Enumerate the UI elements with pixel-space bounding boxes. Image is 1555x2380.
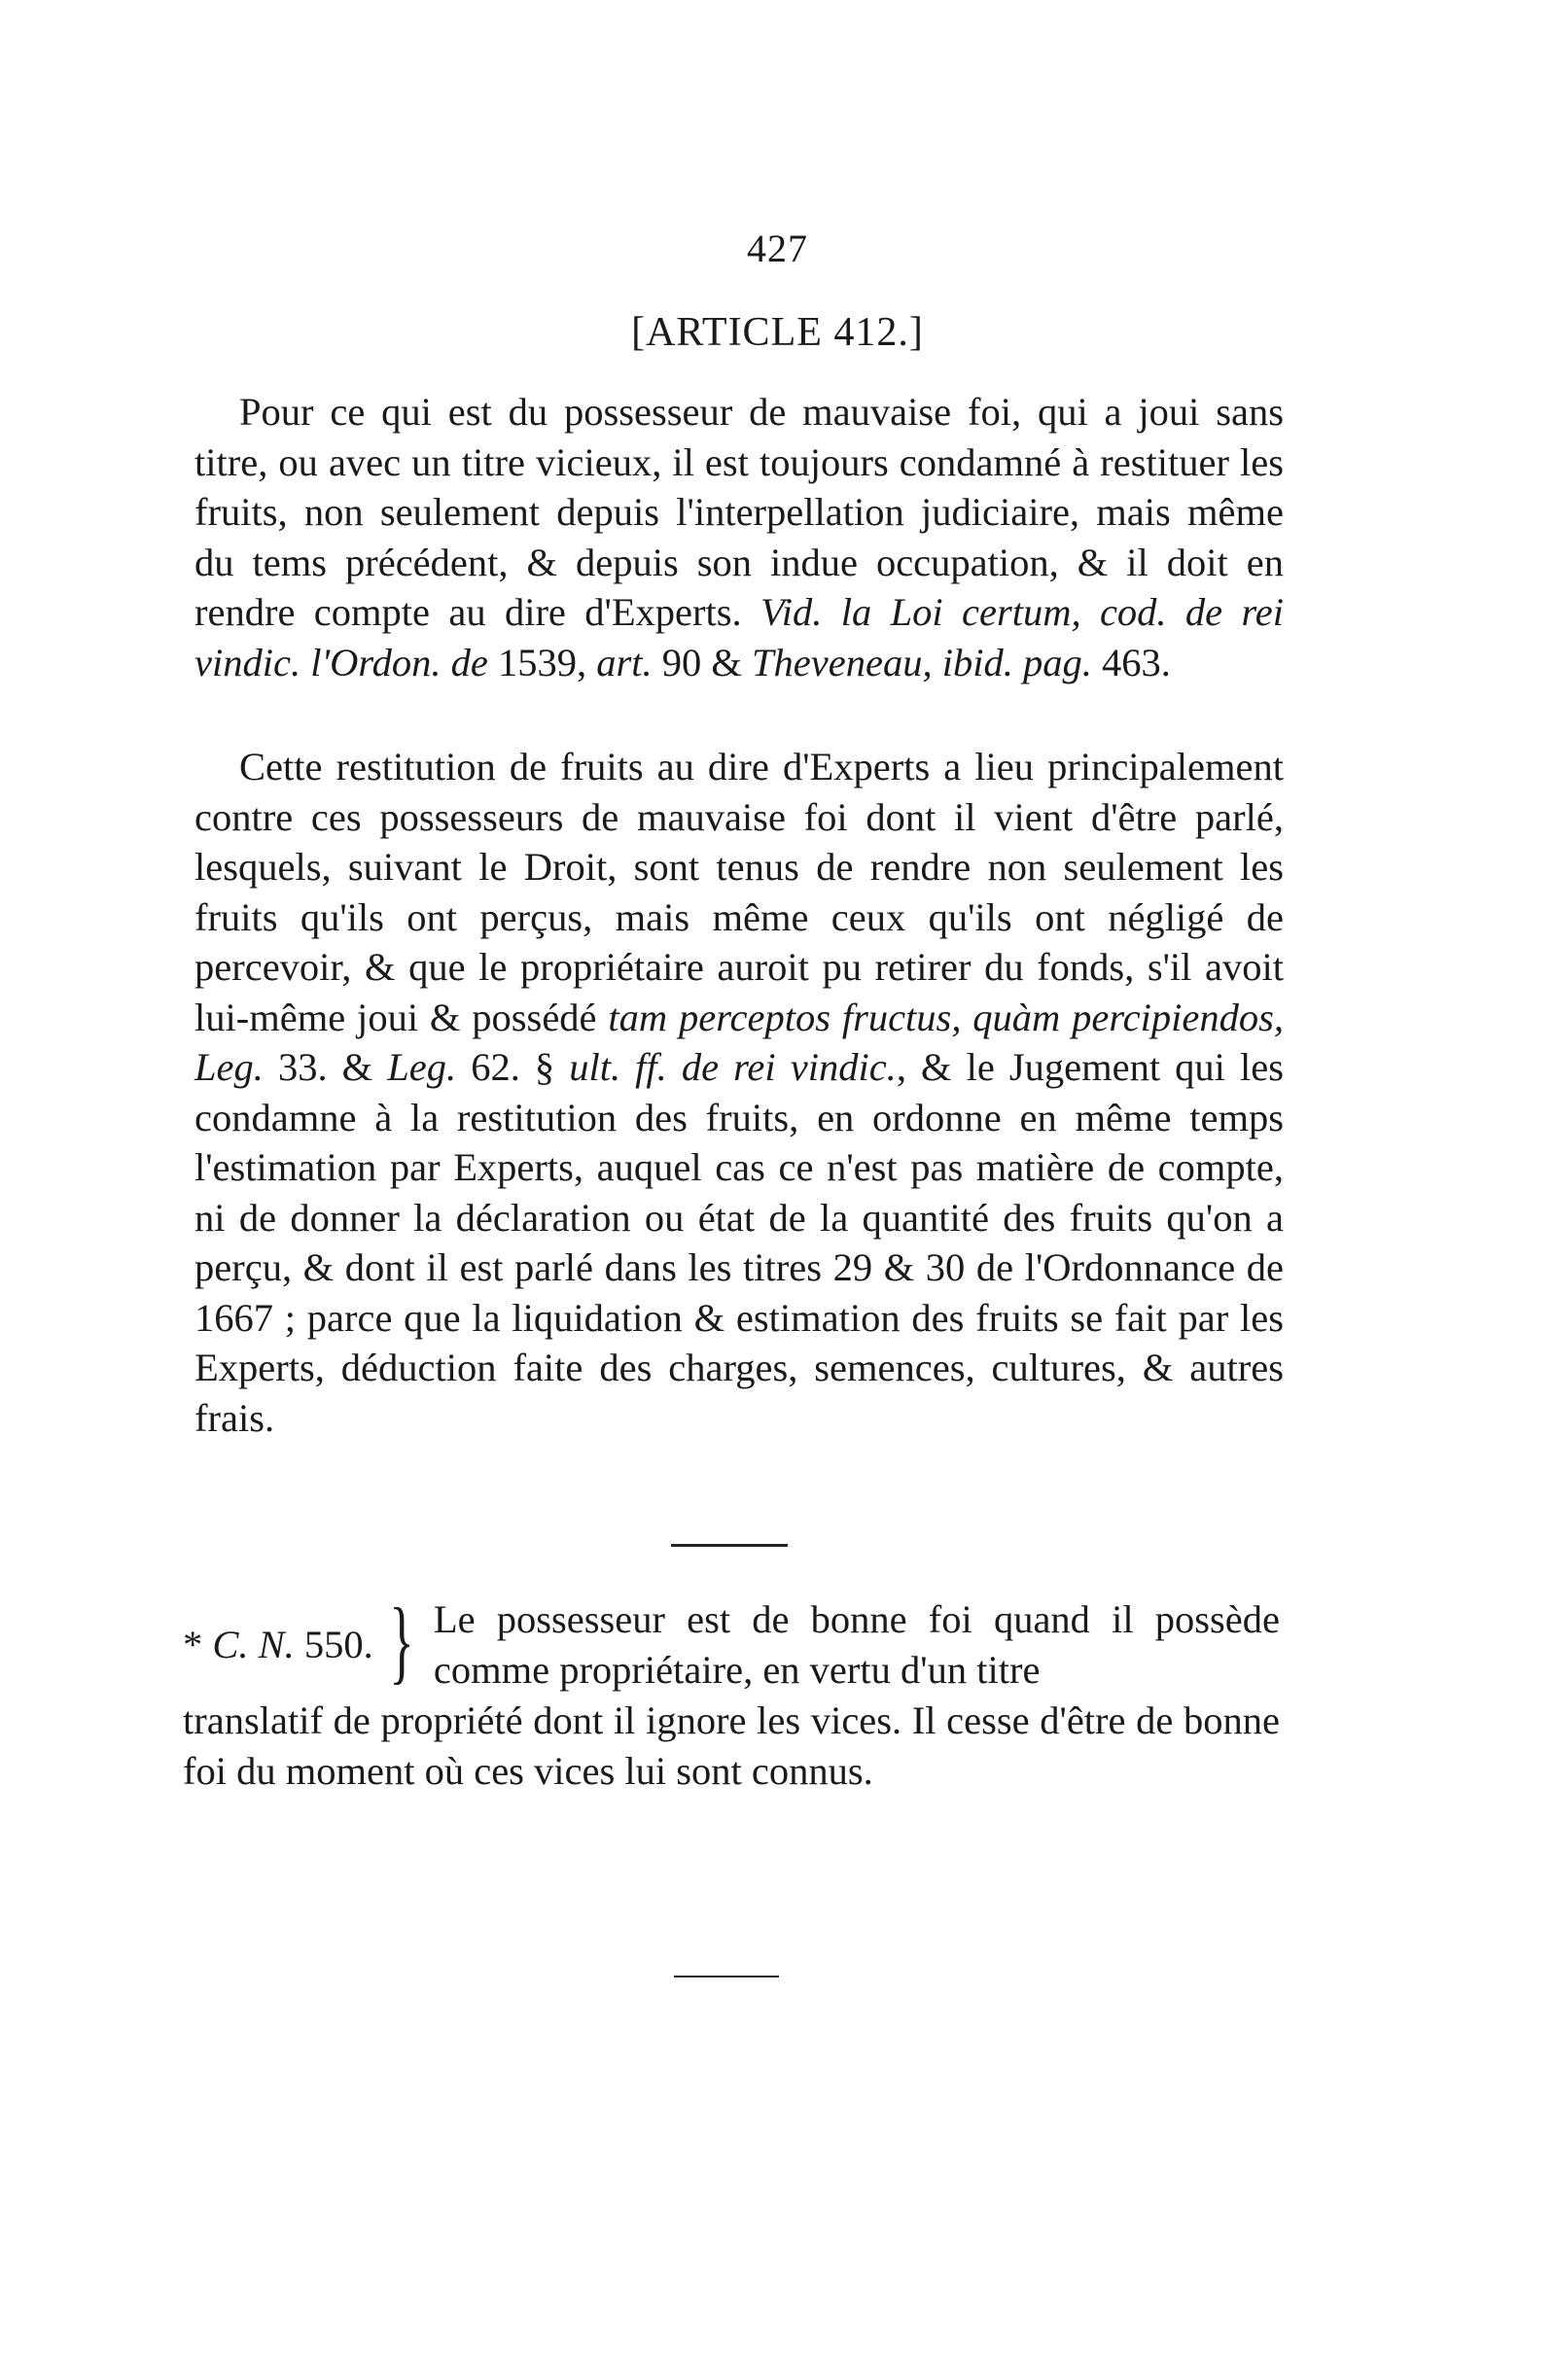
end-divider — [674, 1976, 779, 1978]
footnote-text: translatif de propriété dont il ignore les vices. Il cesse d'être de bonne foi du moment où ces vices lui sont connus. — [183, 1698, 1280, 1793]
paragraph-1-segment: 463. — [1101, 640, 1171, 684]
footnote-number: 550. — [294, 1623, 373, 1666]
paragraph-1 — [194, 387, 1284, 687]
footnote-head — [183, 1589, 1280, 1696]
paragraph-2-segment: , & le Jugement qui les condamne à la restitution des fruits, en ordonne en même temps l'estimation par Experts, auquel cas ce n'est pas matière de compte, ni de donner la déclaration ou état de la quantité des fruits qu'on a perçu, & dont il est parlé dans les titres 29 & 30 de l'Ordonnance de 1667 ; parce que la liquidation & estimation des fruits se fait par les Experts, déduction faite des charges, semences, cultures, & autres frais. — [194, 1045, 1284, 1440]
paragraph-1-segment: 1539, — [497, 640, 597, 684]
footnote-code: C. N. — [212, 1623, 295, 1666]
paragraph-2-segment: ult. ff. de rei vindic. — [569, 1045, 897, 1089]
section-divider — [671, 1544, 788, 1547]
footnote-star: * — [183, 1623, 213, 1666]
page-number: 427 — [747, 227, 808, 270]
paragraph-1-segment: Theveneau, ibid. pag. — [752, 640, 1102, 684]
article-heading: [ARTICLE 412.] — [631, 310, 924, 355]
footnote-reference — [183, 1594, 373, 1670]
paragraph-2-segment: tam perceptos fructus, quàm percipiendos, Leg. — [194, 995, 1284, 1089]
paragraph-1-segment: Pour ce qui est du possesseur de mauvaise foi, qui a joui sans titre, ou avec un titre vicieux, il est toujours condamné à restituer les fruits, non seulement depuis l'interpellation judiciaire, mais même du tems précédent, & depuis son indue occupation, & il doit en rendre compte au dire d'Experts. — [194, 390, 1284, 634]
footnote-brace: } — [389, 1589, 414, 1693]
paragraph-1-segment: 90 & — [661, 640, 753, 684]
paragraph-2-segment: 62. § — [471, 1045, 570, 1089]
footnote — [183, 1589, 1280, 1797]
paragraph-2 — [194, 742, 1284, 1443]
paragraph-1-segment: art. — [596, 640, 662, 684]
paragraph-2-segment: 33. & — [277, 1045, 388, 1089]
paragraph-2-segment: Cette restitution de fruits au dire d'Experts a lieu principalement contre ces possesseurs de mauvaise foi dont il vient d'être parlé, lesquels, suivant le Droit, sont tenus de rendre non seulement les fruits qu'ils ont perçus, mais même ceux qu'ils ont négligé de percevoir, & que le propriétaire auroit pu retirer du fonds, s'il avoit lui-même joui & possédé — [194, 745, 1284, 1039]
paragraph-2-segment: Leg. — [387, 1045, 472, 1089]
footnote-lead-text: Le possesseur est de bonne foi quand il possède comme propriétaire, en vertu d'un titre — [433, 1597, 1280, 1692]
paragraph-1-segment: Vid. la Loi certum, cod. de rei vindic. l'Ordon. de — [194, 590, 1284, 684]
